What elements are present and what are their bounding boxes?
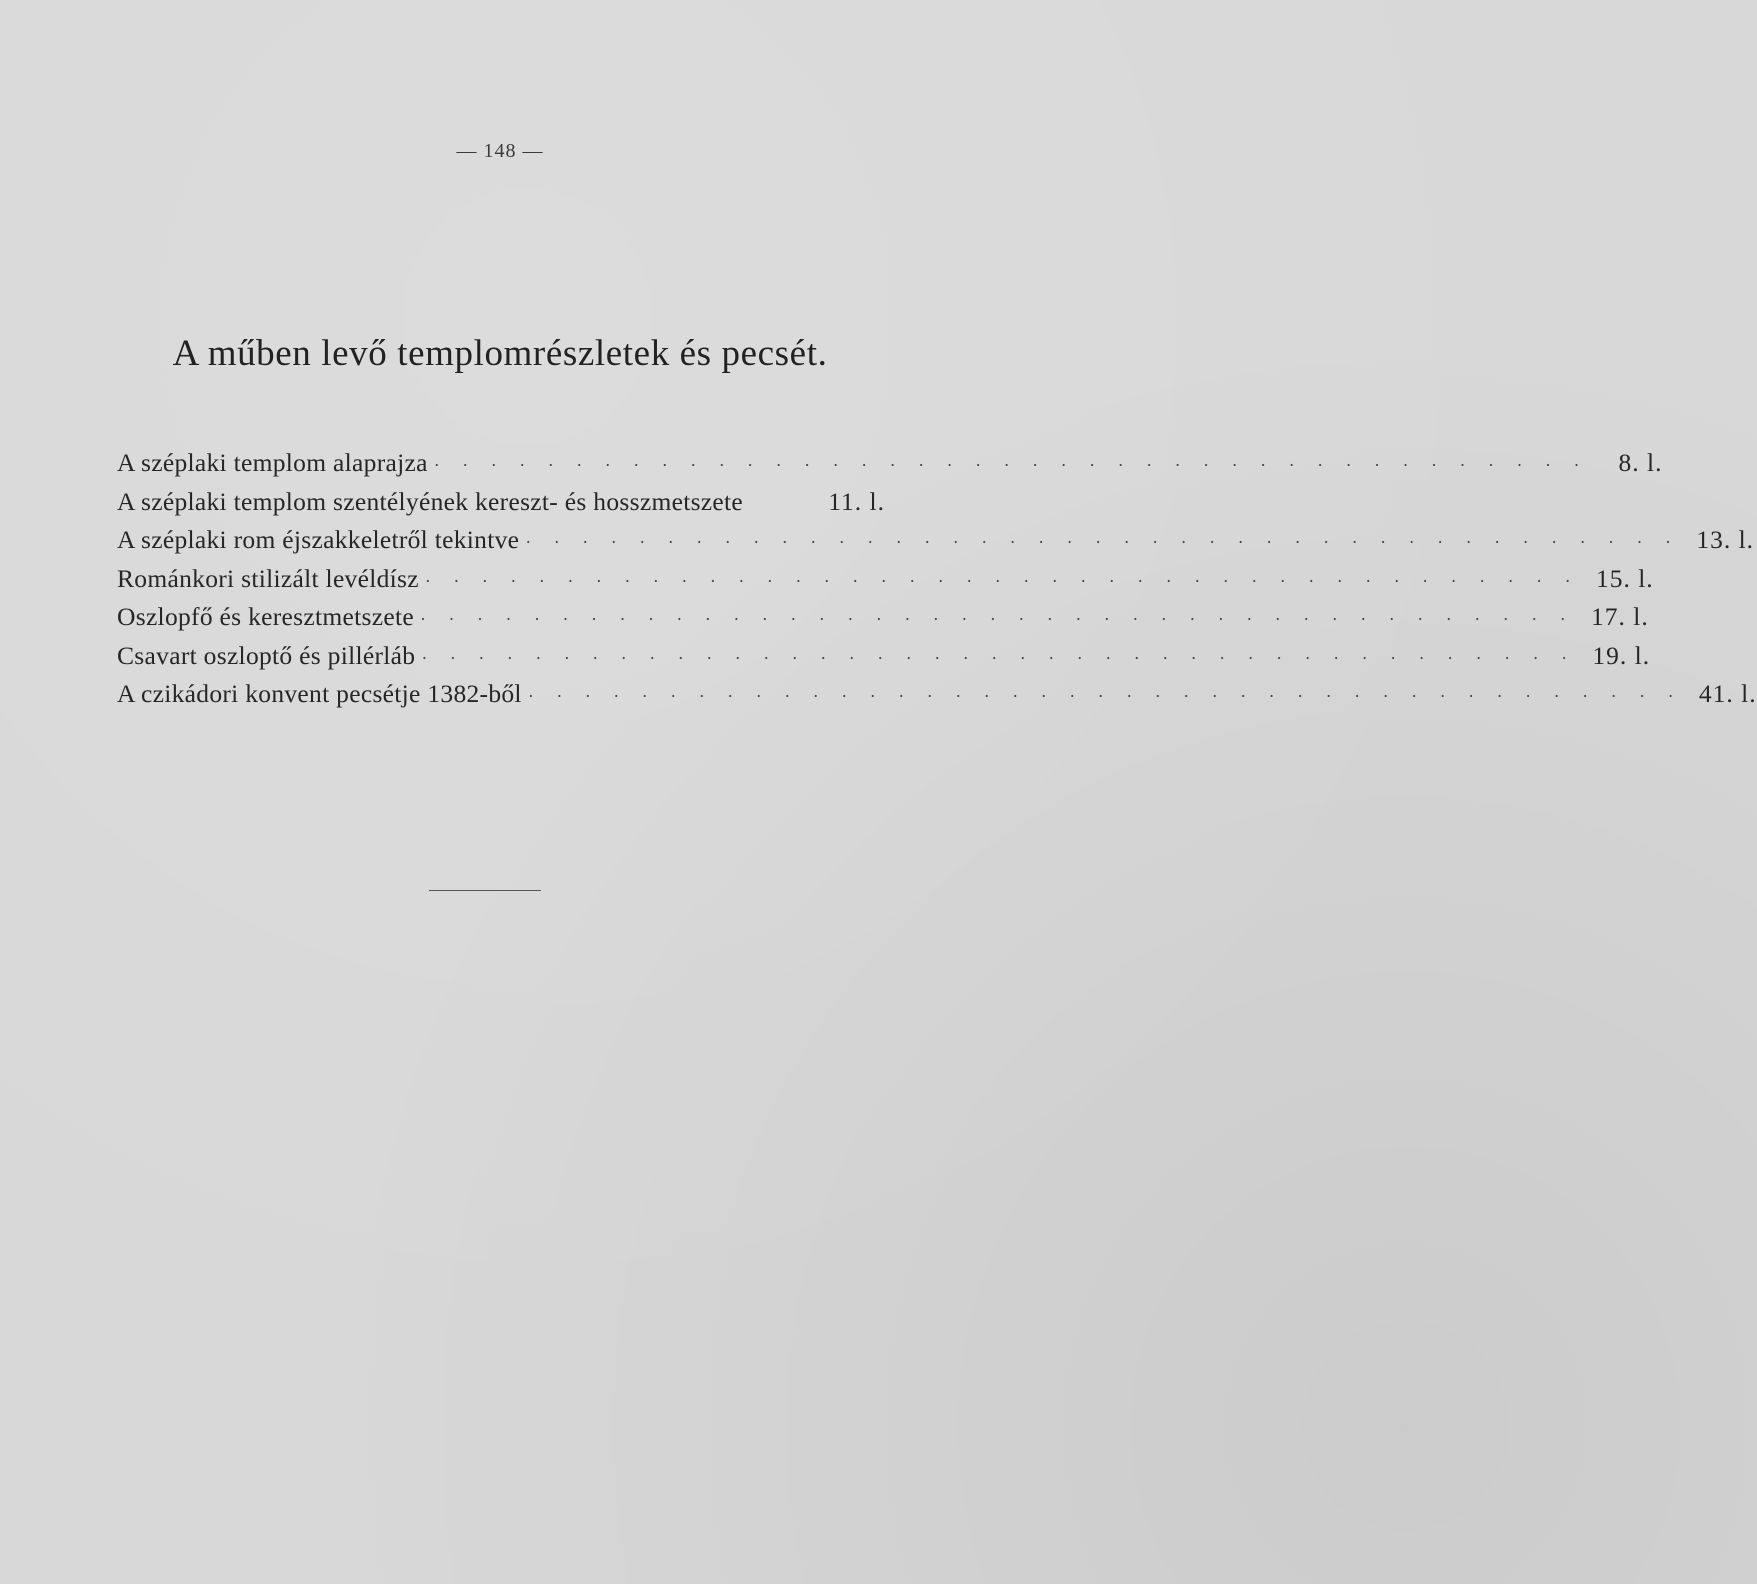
table-of-contents — [117, 448, 1757, 718]
dot-leader: · · · · · · · · · · · · · · · · · · · · · · · · · · · · · · · · · · · · · · · · · — [419, 609, 1575, 629]
toc-entry-page: 41. l. — [1698, 679, 1757, 708]
dot-leader: · · · · · · · · · · · · · · · · · · · · · · · · · · · · · · · · · · · · · · · · · — [424, 570, 1580, 591]
toc-entry — [117, 525, 1755, 564]
toc-entry-page: 19. l. — [1592, 640, 1651, 670]
toc-entry — [117, 563, 1654, 603]
toc-entry — [117, 640, 1651, 680]
toc-entry — [117, 679, 1757, 718]
toc-entry-page: 13. l. — [1696, 525, 1755, 554]
toc-entry-page: 8. l. — [1618, 448, 1663, 477]
toc-entry — [117, 487, 885, 526]
toc-entry-title: Csavart oszloptő és pillérláb — [117, 640, 416, 670]
page-title: A műben levő templomrészletek és pecsét. — [172, 333, 828, 374]
toc-entry-title: Románkori stilizált levéldísz — [117, 563, 419, 593]
closing-rule — [429, 890, 541, 891]
dot-leader: · · · · · · · · · · · · · · · · · · · · · · · · · · · · · · · · · · · · · · · · · — [525, 532, 1681, 552]
dot-leader: · · · · · · · · · · · · · · · · · · · · · · · · · · · · · · · · · · · · · · · · · — [433, 455, 1589, 475]
dot-leader: · · · · · · · · · · · · · · · · · · · · · · · · · · · · · · · · · · · · · · · · · — [527, 686, 1683, 706]
toc-entry-page: 11. l. — [828, 486, 885, 516]
toc-entry-title: A széplaki templom szentélyének kereszt- és hosszmetszete — [117, 486, 744, 516]
toc-entry-title: Oszlopfő és keresztmetszete — [117, 602, 414, 631]
toc-entry-title: A czikádori konvent pecsétje 1382-ből — [117, 679, 522, 708]
toc-entry — [117, 602, 1649, 641]
toc-entry-page: 15. l. — [1595, 563, 1654, 593]
toc-entry-title: A széplaki rom éjszakkeletről tekintve — [117, 525, 520, 554]
toc-entry-title: A széplaki templom alaprajza — [117, 448, 428, 477]
toc-entry-page: 17. l. — [1591, 602, 1649, 631]
page-number: — 148 — — [456, 140, 544, 162]
toc-entry — [117, 448, 1663, 487]
dot-leader: · · · · · · · · · · · · · · · · · · · · · · · · · · · · · · · · · · · · · · · · · — [421, 647, 1577, 668]
